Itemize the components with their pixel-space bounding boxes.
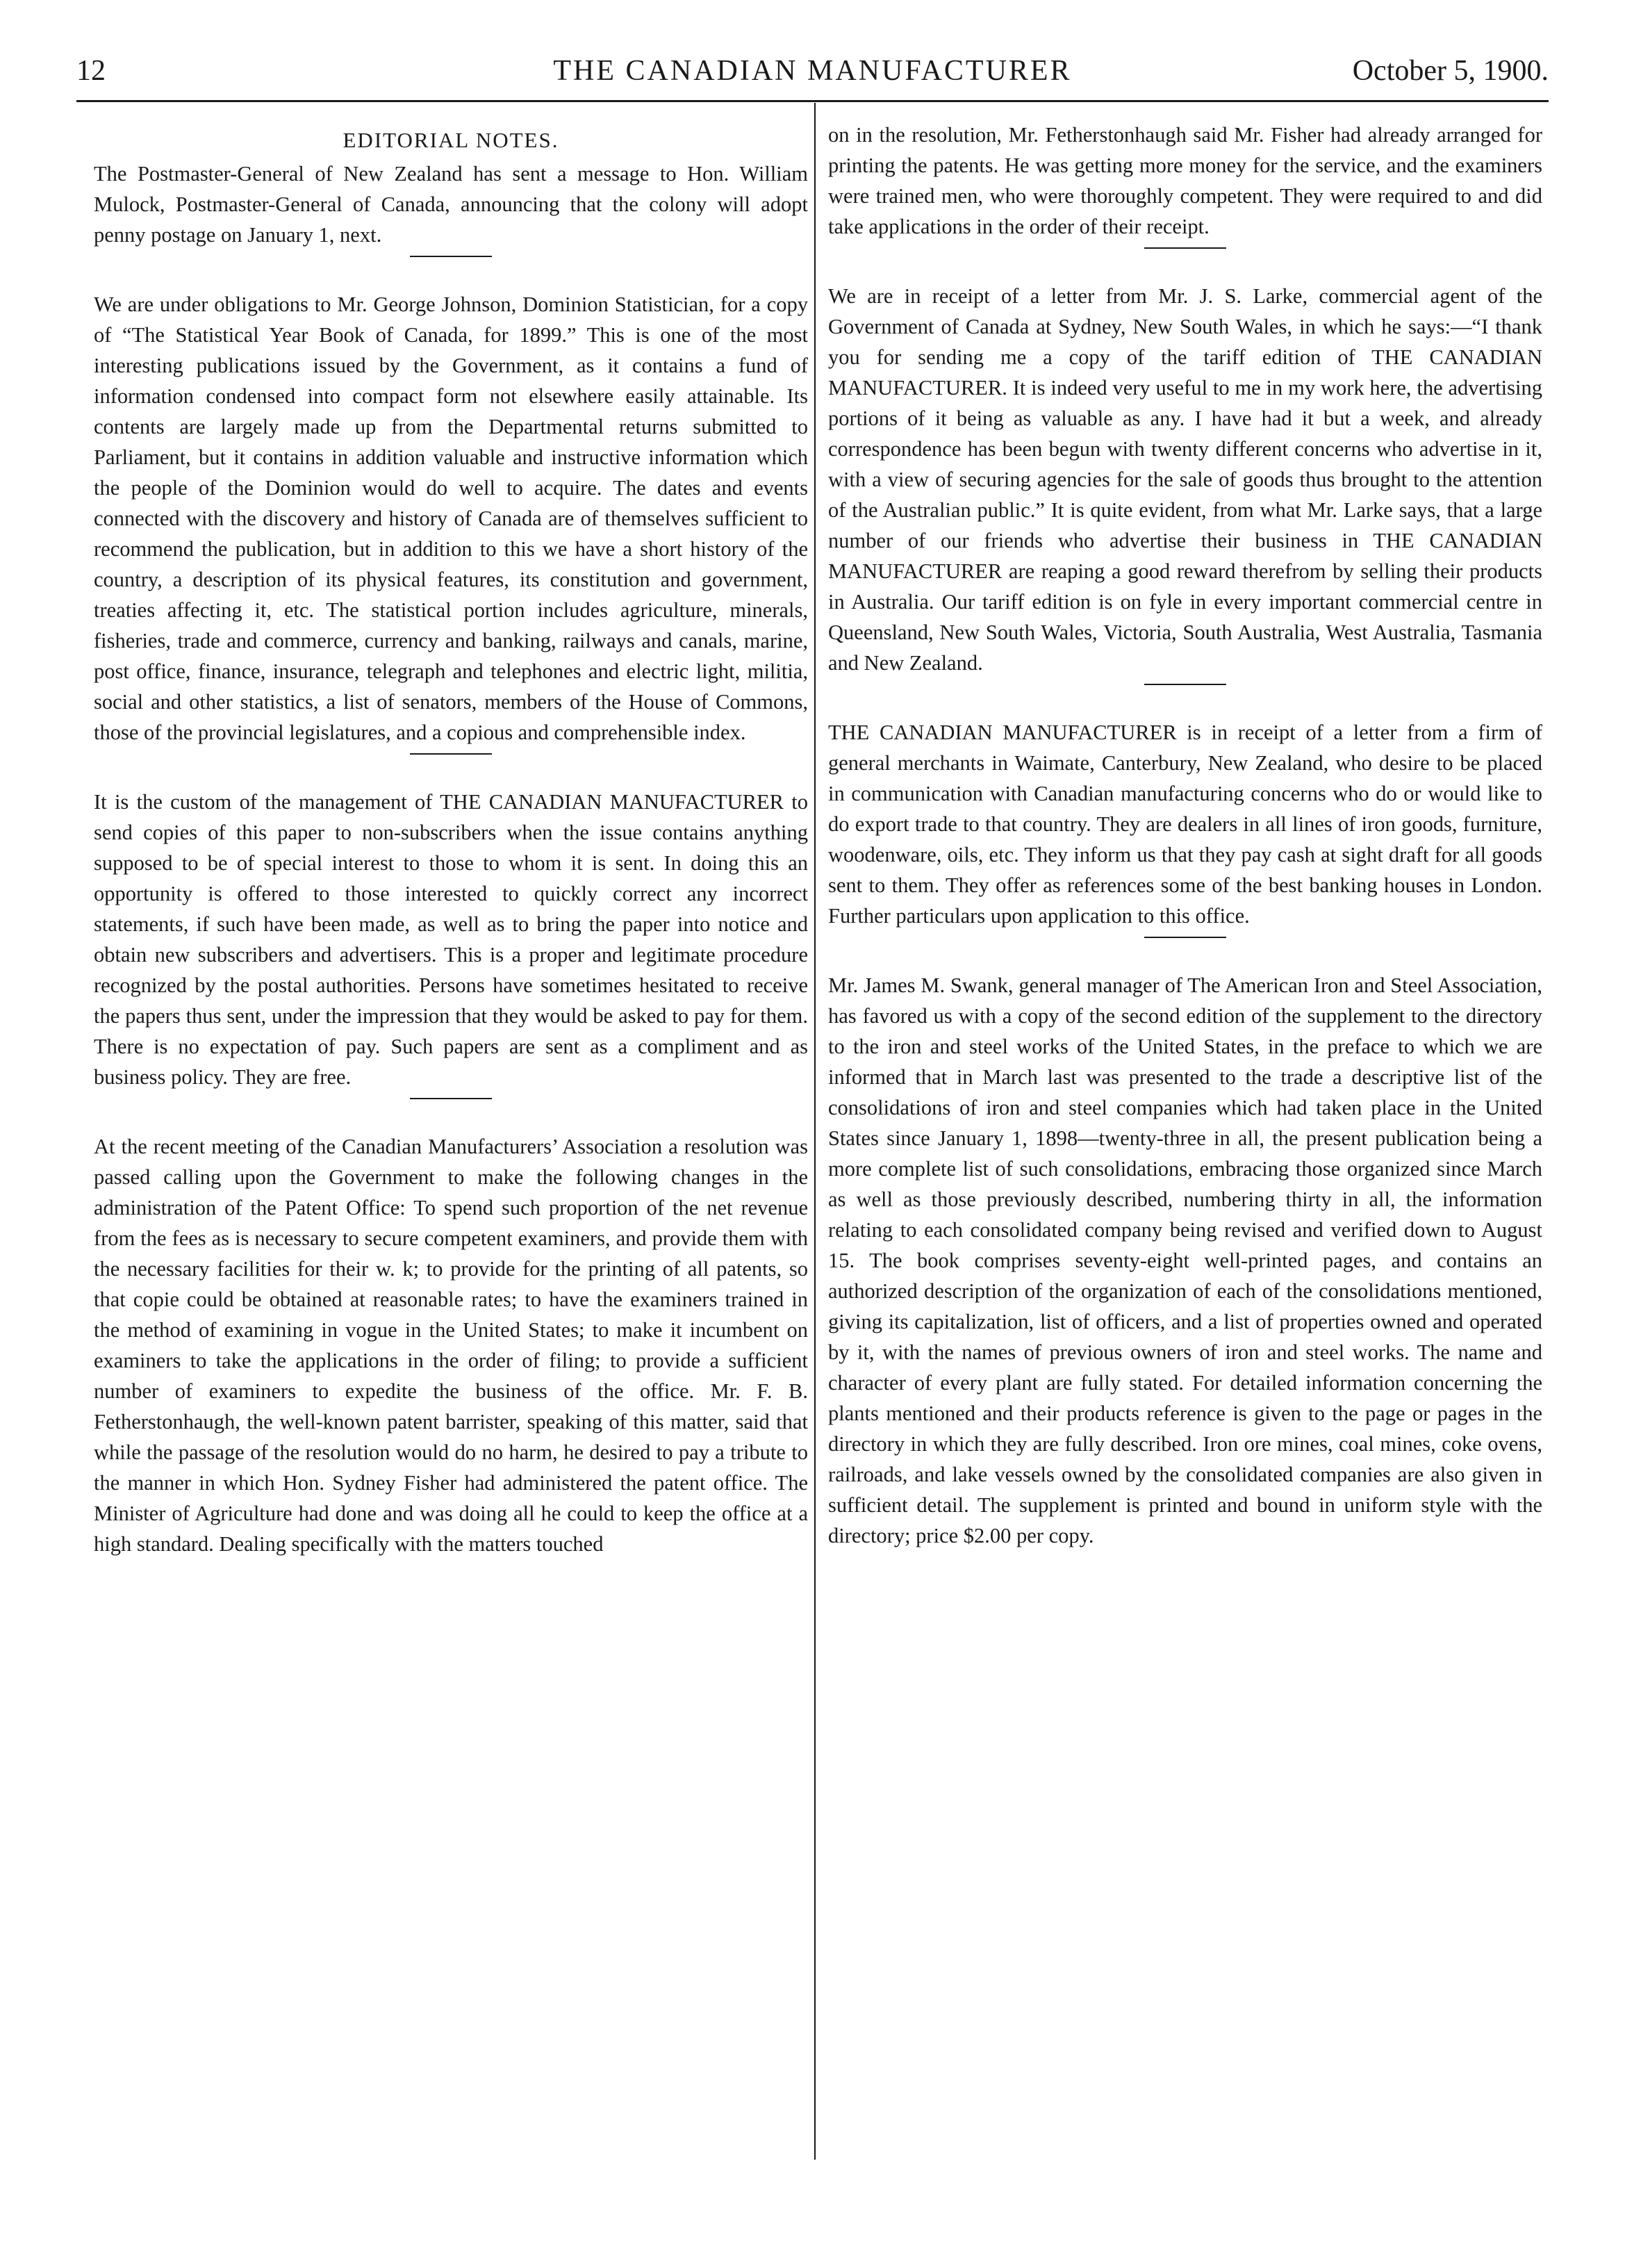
left-column: [94, 125, 808, 1559]
page-number: 12: [76, 55, 106, 87]
issue-date: October 5, 1900.: [1352, 55, 1549, 87]
header-rule: [76, 100, 1549, 102]
separator-rule: [1144, 247, 1226, 249]
right-column: [828, 120, 1542, 1551]
separator-rule: [410, 256, 492, 257]
publication-title: THE CANADIAN MANUFACTURER: [553, 55, 1072, 87]
paragraph-larke-letter: We are in receipt of a letter from Mr. J. S. Larke, commercial agent of the Government of Canada at Sydney, New South Wales, in which he says:—“I thank you for sending me a copy of the tariff edition of THE CANADIAN MANUFACTURER. It is indeed very useful to me in my work here, the advertising portions of it being as valuable as any. I have had it but a week, and already correspondence has been begun with twenty different concerns who advertise in it, with a view of securing agencies for the sale of goods thus brought to the attention of the Australian public.” It is quite evident, from what Mr. Larke says, that a large number of our friends who advertise their business in THE CANADIAN MANUFACTURER are reaping a good reward therefrom by selling their products in Australia. Our tariff edition is on fyle in every important commercial centre in Queensland, New South Wales, Victoria, South Australia, West Australia, Tasmania and New Zealand.: [828, 284, 1542, 675]
separator-rule: [1144, 684, 1226, 685]
paragraph-waimate-merchants: THE CANADIAN MANUFACTURER is in receipt of a letter from a firm of general merchants in Waimate, Canterbury, New Zealand, who desire to be placed in communication with Canadian manufacturing concerns who do or would like to do export trade to that country. They are dealers in all lines of iron goods, furniture, woodenware, oils, etc. They inform us that they pay cash at sight draft for all goods sent to them. They offer as references some of the best banking houses in London. Further particulars upon application to this office.: [828, 721, 1542, 928]
paragraph-free-copies: It is the custom of the management of THE CANADIAN MANUFACTURER to send copies of this paper to non-subscribers when the issue contains anything supposed to be of special interest to those to whom it is sent. In doing this an opportunity is offered to those interested to quickly correct any incorrect statements, if such have been made, as well as to bring the paper into notice and obtain new subscribers and advertisers. This is a proper and legitimate procedure recognized by the postal authorities. Persons have sometimes hesitated to receive the papers thus sent, under the impression that they would be asked to pay for them. There is no expectation of pay. Such papers are sent as a compliment and as business policy. They are free.: [94, 790, 808, 1089]
paragraph-patent-office-continued: on in the resolution, Mr. Fetherstonhaugh said Mr. Fisher had already arranged for printing the patents. He was getting more money for the service, and the examiners were trained men, who were thoroughly competent. They were required to and did take applications in the order of their receipt.: [828, 123, 1542, 238]
page-header: [76, 54, 1549, 103]
paragraph-statistical-year-book: We are under obligations to Mr. George Johnson, Dominion Statistician, for a copy of “The Statistical Year Book of Canada, for 1899.” This is one of the most interesting publications issued by the Government, as it contains a fund of information condensed into compact form not elsewhere easily attainable. Its contents are largely made up from the Departmental returns submitted to Parliament, but it contains in addition valuable and instructive information which the people of the Dominion would do well to acquire. The dates and events connected with the discovery and history of Canada are of themselves sufficient to recommend the publication, but in addition to this we have a short history of the country, a description of its physical features, its constitution and government, treaties affecting it, etc. The statistical portion includes agriculture, minerals, fisheries, trade and commerce, currency and banking, railways and canals, marine, post office, finance, insurance, telegraph and telephones and electric light, militia, social and other statistics, a list of senators, members of the House of Commons, those of the provincial legislatures, and a copious and comprehensible index.: [94, 293, 808, 744]
section-title: EDITORIAL NOTES.: [343, 128, 559, 152]
paragraph-swank-directory: Mr. James M. Swank, general manager of The American Iron and Steel Association, has favored us with a copy of the second edition of the supplement to the directory to the iron and steel works of the United States, in the preface to which we are informed that in March last was presented to the trade a descriptive list of the consolidations of iron and steel companies which had taken place in the United States since January 1, 1898—twenty-three in all, the present publication being a more complete list of such consolidations, embracing those organized since March as well as those previously described, numbering thirty in all, the information relating to each consolidated company being revised and verified down to August 15. The book comprises seventy-eight well-printed pages, and contains an authorized description of the organization of each of the consolidations mentioned, giving its capitalization, list of officers, and a list of properties owned and operated by it, with the names of previous owners of iron and steel works. The name and character of every plant are fully stated. For detailed information concerning the plants mentioned and their products reference is given to the page or pages in the directory in which they are fully described. Iron ore mines, coal mines, coke ovens, railroads, and lake vessels owned by the consolidated companies are also given in sufficient detail. The supplement is printed and bound in uniform style with the directory; price $2.00 per copy.: [828, 973, 1542, 1547]
separator-rule: [1144, 937, 1226, 938]
paragraph-patent-office: At the recent meeting of the Canadian Manufacturers’ Association a resolution was passed calling upon the Government to make the following changes in the administration of the Patent Office: To spend such proportion of the net revenue from the fees as is necessary to secure competent examiners, and provide them with the necessary facilities for their w. k; to provide for the printing of all patents, so that copie could be obtained at reasonable rates; to have the examiners trained in the method of examining in vogue in the United States; to make it incumbent on examiners to take the applications in the order of filing; to provide a sufficient number of examiners to expedite the business of the office. Mr. F. B. Fetherstonhaugh, the well-known patent barrister, speaking of this matter, said that while the passage of the resolution would do no harm, he desired to pay a tribute to the manner in which Hon. Sydney Fisher had administered the patent office. The Minister of Agriculture had done and was doing all he could to keep the office at a high standard. Dealing specifically with the matters touched: [94, 1135, 808, 1556]
paragraph-penny-postage: The Postmaster-General of New Zealand has sent a message to Hon. William Mulock, Postmaster-General of Canada, announcing that the colony will adopt penny postage on January 1, next.: [94, 162, 808, 247]
column-divider: [814, 103, 816, 2160]
separator-rule: [410, 753, 492, 755]
separator-rule: [410, 1098, 492, 1099]
